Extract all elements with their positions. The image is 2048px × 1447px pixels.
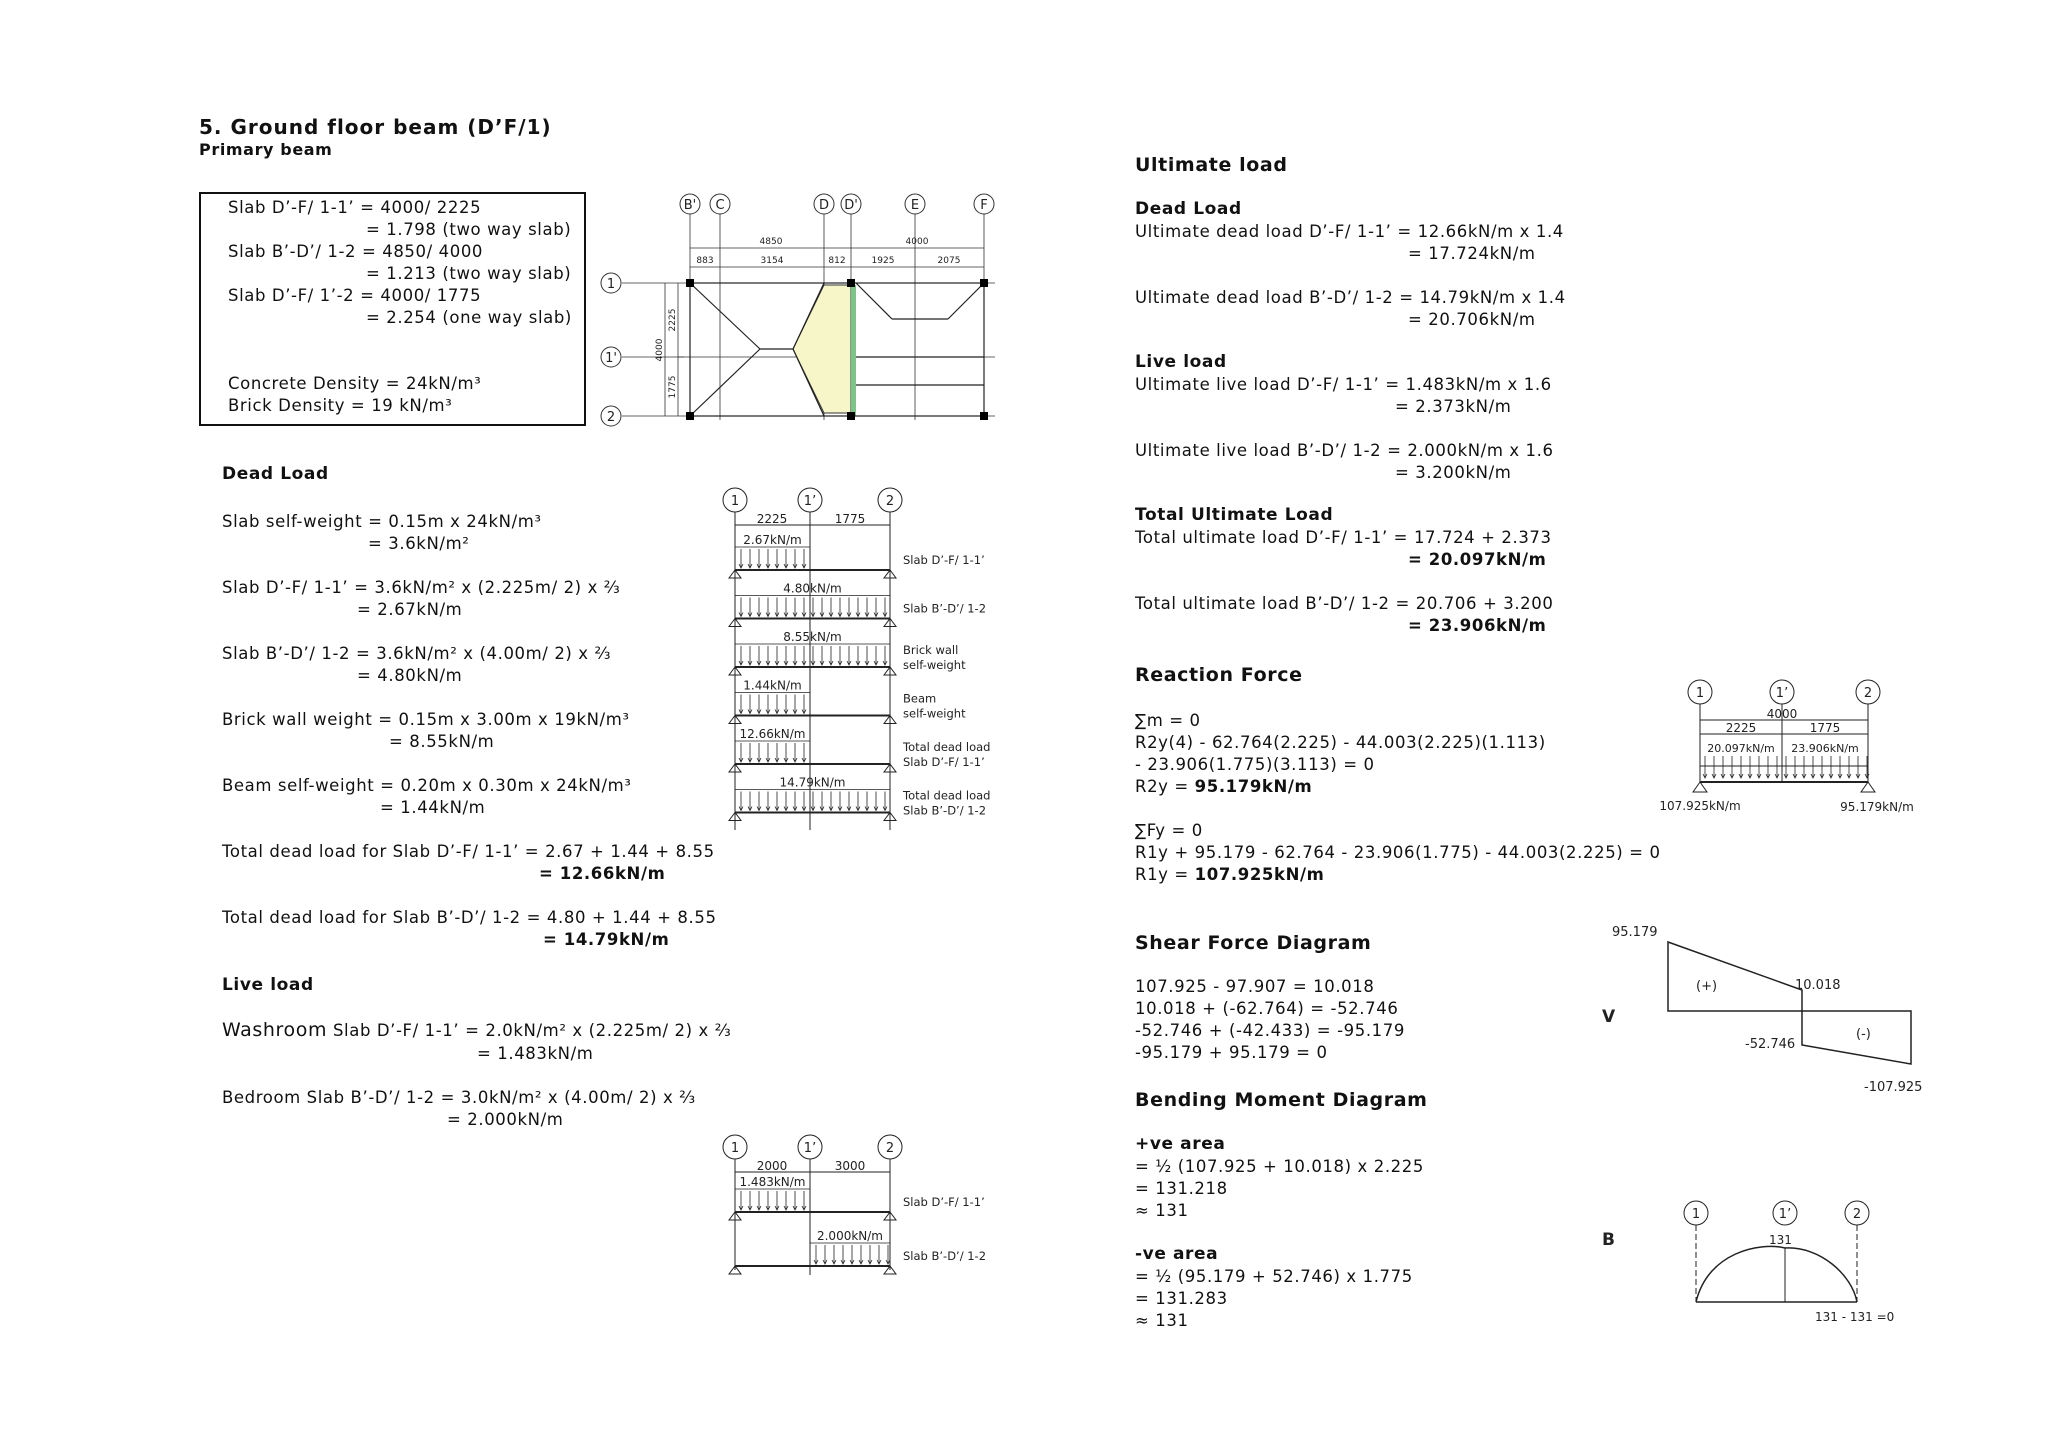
shear-value: -52.746 (1745, 1037, 1796, 1052)
load-label: 20.097kN/m (1707, 742, 1775, 755)
bending-moment-diagram (1590, 1190, 1940, 1330)
total-dead-df: = 12.66kN/m (539, 864, 666, 883)
load-value: 1.483kN/m (739, 1175, 806, 1189)
span-dim: 2000 (756, 1159, 788, 1173)
calc-line: = 8.55kN/m (389, 732, 495, 751)
total-ultimate-bd: = 23.906kN/m (1408, 616, 1547, 635)
calc-line: = 4.80kN/m (357, 666, 463, 685)
concrete-density: Concrete Density = 24kN/m³ (228, 374, 482, 393)
reaction-force-diagram (1655, 670, 1925, 820)
grid-bubble: D (818, 198, 830, 213)
calc-line: 10.018 + (-62.764) = -52.746 (1135, 999, 1399, 1018)
brick-density: Brick Density = 19 kN/m³ (228, 396, 453, 415)
calc-line: Ultimate live load B’-D’/ 1-2 = 2.000kN/m x 1.6 (1135, 441, 1554, 460)
plan-dim-1775: 1775 (668, 375, 678, 399)
grid-bubble: 2 (885, 494, 895, 509)
grid-bubble: 1’ (1778, 1207, 1792, 1222)
calc-line: Slab self-weight = 0.15m x 24kN/m³ (222, 512, 542, 531)
plan-dim: 812 (828, 256, 846, 266)
beam-label: Total dead load (903, 788, 991, 803)
grid-bubble: 2 (1863, 686, 1873, 701)
moment-peak-value: 131 (1769, 1233, 1792, 1247)
grid-bubble: 1 (1691, 1207, 1701, 1222)
beam-label: Slab B’-D’/ 1-2 (903, 601, 987, 616)
grid-bubble: 2 (885, 1141, 895, 1156)
r2y-value: 95.179kN/m (1194, 777, 1313, 796)
bending-axis-label: B (1602, 1230, 1615, 1250)
calc-line: = 17.724kN/m (1408, 244, 1536, 263)
calc-line: = ½ (107.925 + 10.018) x 2.225 (1135, 1157, 1424, 1176)
shear-axis-label: V (1602, 1007, 1616, 1027)
slab-line: = 2.254 (one way slab) (366, 308, 572, 327)
slab-line: = 1.798 (two way slab) (366, 220, 572, 239)
grid-bubble: 1 (606, 277, 616, 292)
plan-dim-4850: 4850 (759, 237, 783, 247)
total-ultimate-df: = 20.097kN/m (1408, 550, 1547, 569)
plan-dim-4000-vertical: 4000 (655, 338, 665, 362)
grid-bubble: C (715, 198, 725, 213)
calc-line: = 2.67kN/m (357, 600, 463, 619)
load-value: 1.44kN/m (743, 678, 802, 693)
total-dead-bd: = 14.79kN/m (543, 930, 670, 949)
grid-bubble: E (910, 198, 920, 213)
beam-label: self-weight (903, 706, 966, 721)
positive-area-heading: +ve area (1135, 1134, 1226, 1154)
ult-dead-heading: Dead Load (1135, 199, 1242, 219)
span-dim: 1775 (1809, 721, 1841, 735)
load-value: 2.67kN/m (743, 533, 802, 547)
plan-dim: 1925 (871, 256, 895, 266)
moment-check: 131 - 131 =0 (1815, 1310, 1895, 1324)
calc-line: Total dead load for Slab D’-F/ 1-1’ = 2.67 + 1.44 + 8.55 (222, 842, 715, 861)
slab-line: = 1.213 (two way slab) (366, 264, 572, 283)
r1y-value: 107.925kN/m (1194, 865, 1325, 884)
calc-line: -95.179 + 95.179 = 0 (1135, 1043, 1328, 1062)
calc-line: Total ultimate load B’-D’/ 1-2 = 20.706 + 3.200 (1135, 594, 1554, 613)
beam-label: Slab D’-F/ 1-1’ (903, 755, 985, 769)
shear-value: 95.179 (1612, 925, 1658, 940)
calc-line: Ultimate dead load B’-D’/ 1-2 = 14.79kN/m x 1.4 (1135, 288, 1566, 307)
slab-line: Slab D’-F/ 1-1’ = 4000/ 2225 (228, 198, 482, 217)
grid-bubble: D' (844, 198, 858, 213)
live-load-heading: Live load (222, 975, 314, 995)
calc-line: = 131.218 (1135, 1179, 1228, 1198)
grid-bubble: 2 (1852, 1207, 1862, 1222)
grid-bubble: 1 (730, 1141, 740, 1156)
beam-label: Brick wall (903, 643, 959, 657)
reaction-force-heading: Reaction Force (1135, 664, 1303, 686)
calc-line: = 20.706kN/m (1408, 310, 1536, 329)
beam-label: Slab D’-F/ 1-1’ (903, 553, 985, 567)
calc-line: = ½ (95.179 + 52.746) x 1.775 (1135, 1267, 1413, 1286)
plan-dim-4000: 4000 (905, 237, 929, 247)
calc-line: Slab D’-F/ 1-1’ = 2.0kN/m² x (2.225m/ 2) x ⅔ (332, 1021, 732, 1040)
grid-bubble: 1’ (803, 1141, 817, 1156)
grid-bubble: 1 (730, 494, 740, 509)
calc-line: Slab B’-D’/ 1-2 = 3.6kN/m² x (4.00m/ 2) x ⅔ (222, 644, 612, 663)
load-value: 2.000kN/m (816, 1229, 884, 1243)
grid-bubble: 2 (606, 410, 616, 425)
calc-line: Brick wall weight = 0.15m x 3.00m x 19kN/m³ (222, 710, 630, 729)
positive-zone-label: (+) (1696, 979, 1718, 994)
calc-line: R1y + 95.179 - 62.764 - 23.906(1.775) - 44.003(2.225) = 0 (1135, 843, 1661, 862)
grid-bubble: F (980, 198, 988, 213)
span-dim: 2225 (1725, 721, 1757, 735)
calc-line: ≈ 131 (1135, 1311, 1189, 1330)
floor-plan-diagram (595, 185, 1015, 435)
page-subtitle: Primary beam (199, 140, 333, 159)
calc-line: = 2.373kN/m (1395, 397, 1512, 416)
shear-value: -107.925 (1864, 1080, 1923, 1095)
load-value: 14.79kN/m (779, 775, 846, 790)
span-dim: 2225 (756, 512, 788, 526)
grid-bubble: 1 (1695, 686, 1705, 701)
plan-dim-2225: 2225 (668, 308, 678, 332)
ultimate-load-heading: Ultimate load (1135, 154, 1288, 176)
calc-line: = 1.44kN/m (380, 798, 486, 817)
plan-dim: 3154 (760, 256, 784, 266)
grid-bubble: B' (683, 198, 697, 213)
calc-line: ≈ 131 (1135, 1201, 1189, 1220)
dead-load-heading: Dead Load (222, 464, 329, 484)
load-value: 12.66kN/m (739, 727, 806, 741)
negative-zone-label: (-) (1856, 1027, 1871, 1042)
calc-line: = 3.6kN/m² (368, 534, 470, 553)
calc-line: = 131.283 (1135, 1289, 1228, 1308)
grid-bubble: 1’ (803, 494, 817, 509)
beam-label: self-weight (903, 658, 966, 672)
calc-line: Ultimate dead load D’-F/ 1-1’ = 12.66kN/m x 1.4 (1135, 222, 1564, 241)
span-total: 4000 (1766, 707, 1798, 721)
calc-line: = 1.483kN/m (477, 1044, 594, 1063)
calc-line: - 23.906(1.775)(3.113) = 0 (1135, 755, 1375, 774)
page-title: 5. Ground floor beam (D’F/1) (199, 115, 552, 139)
shear-force-heading: Shear Force Diagram (1135, 932, 1372, 954)
beam-label: Total dead load (903, 740, 991, 754)
beam-label: Beam (903, 691, 937, 706)
beam-label: Slab B’-D’/ 1-2 (903, 803, 987, 818)
beam-label: Slab D’-F/ 1-1’ (903, 1195, 985, 1209)
load-label: 23.906kN/m (1791, 742, 1859, 755)
plan-dim: 883 (696, 256, 714, 266)
plan-dim: 2075 (937, 256, 961, 266)
reaction-r2: 95.179kN/m (1840, 800, 1914, 814)
reaction-r1: 107.925kN/m (1659, 799, 1741, 813)
live-load-beam-diagram (710, 1130, 1020, 1280)
calc-label: R2y = (1135, 777, 1195, 796)
shear-value: 10.018 (1795, 978, 1841, 993)
slab-line: Slab B’-D’/ 1-2 = 4850/ 4000 (228, 242, 484, 261)
load-value: 8.55kN/m (783, 630, 842, 644)
grid-bubble: 1’ (1775, 686, 1789, 701)
calc-line: -52.746 + (-42.433) = -95.179 (1135, 1021, 1405, 1040)
calc-line: Total ultimate load D’-F/ 1-1’ = 17.724 + 2.373 (1135, 528, 1552, 547)
shear-force-diagram (1590, 915, 1940, 1100)
slab-line: Slab D’-F/ 1’-2 = 4000/ 1775 (228, 286, 482, 305)
beam-highlight (851, 285, 856, 416)
calc-line: Bedroom Slab B’-D’/ 1-2 = 3.0kN/m² x (4.00m/ 2) x ⅔ (222, 1088, 696, 1107)
calc-line: Slab D’-F/ 1-1’ = 3.6kN/m² x (2.225m/ 2) x ⅔ (222, 578, 621, 597)
span-dim: 3000 (834, 1159, 866, 1173)
bending-moment-heading: Bending Moment Diagram (1135, 1089, 1428, 1111)
calc-line: R2y(4) - 62.764(2.225) - 44.003(2.225)(1.113) (1135, 733, 1546, 752)
calc-line: = 2.000kN/m (447, 1110, 564, 1129)
grid-bubble: 1' (605, 351, 617, 366)
calc-line: ∑Fy = 0 (1135, 821, 1203, 840)
span-dim: 1775 (834, 512, 866, 526)
dead-load-beam-diagram (710, 480, 1020, 850)
calc-line: Ultimate live load D’-F/ 1-1’ = 1.483kN/m x 1.6 (1135, 375, 1552, 394)
negative-area-heading: -ve area (1135, 1244, 1219, 1264)
calc-line: ∑m = 0 (1135, 711, 1201, 730)
total-ultimate-heading: Total Ultimate Load (1135, 505, 1334, 525)
calc-line: Total dead load for Slab B’-D’/ 1-2 = 4.80 + 1.44 + 8.55 (222, 908, 717, 927)
calc-line: Beam self-weight = 0.20m x 0.30m x 24kN/m³ (222, 776, 632, 795)
washroom-label: Washroom (222, 1019, 328, 1041)
slab-ratio-box (199, 192, 586, 426)
calc-line: 107.925 - 97.907 = 10.018 (1135, 977, 1375, 996)
calc-label: R1y = (1135, 865, 1195, 884)
calc-line: = 3.200kN/m (1395, 463, 1512, 482)
load-value: 4.80kN/m (783, 581, 842, 596)
beam-label: Slab B’-D’/ 1-2 (903, 1249, 987, 1263)
ult-live-heading: Live load (1135, 352, 1227, 372)
